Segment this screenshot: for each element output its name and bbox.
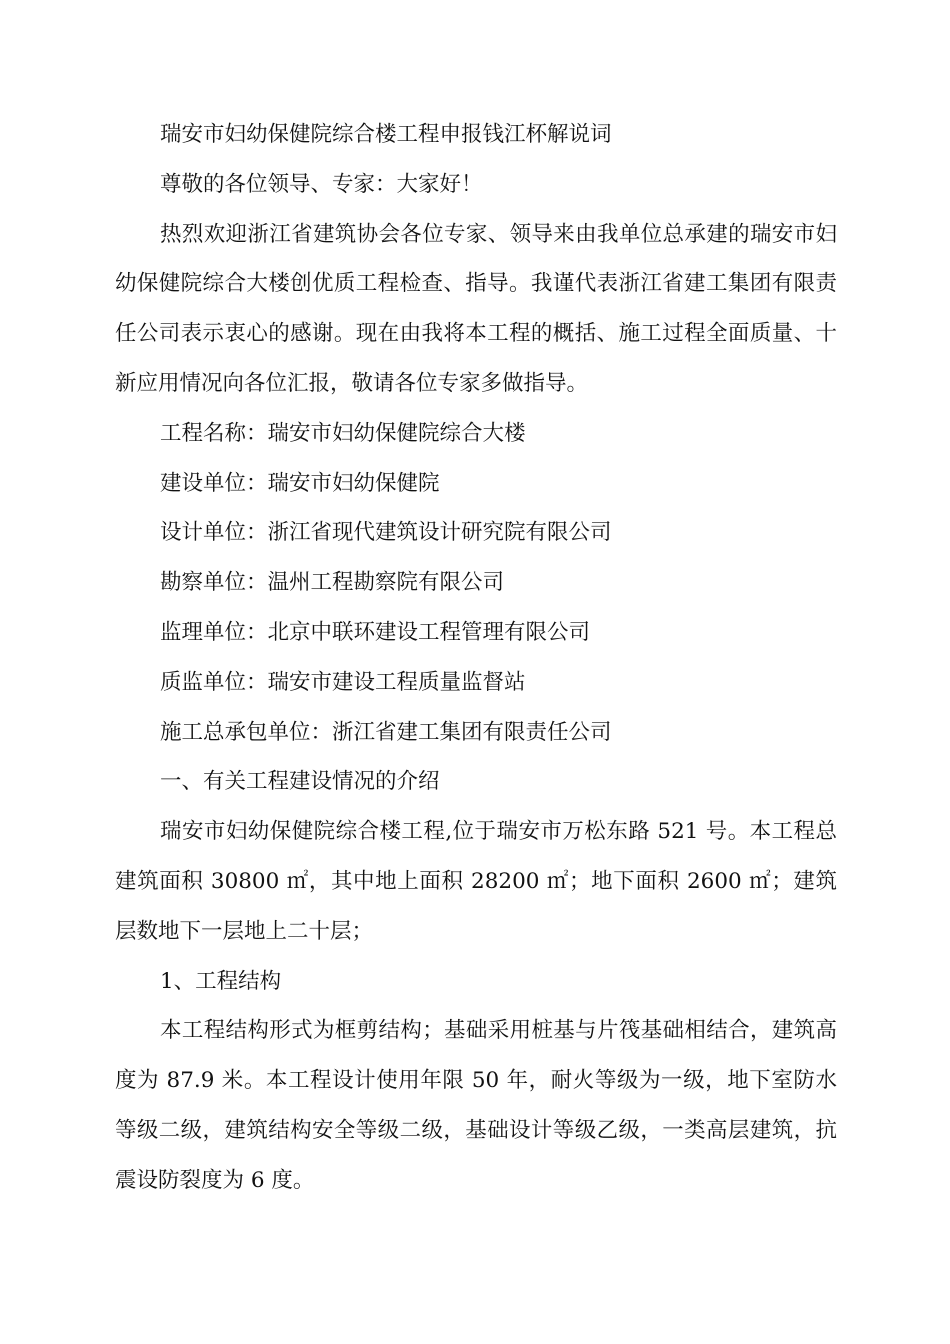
construction-unit-line: 建设单位：瑞安市妇幼保健院 xyxy=(160,470,440,496)
subsection-paragraph: 本工程结构形式为框剪结构；基础采用桩基与片筏基础相结合，建筑高度为 87.9 米。本工程设计使用年限 50 年，耐火等级为一级，地下室防水等级二级，建筑结构安全等级二级，基础设计等级乙级，一类高层建筑，抗震设防裂度为 6 度。 xyxy=(115,1018,837,1193)
project-name-line: 工程名称：瑞安市妇幼保健院综合大楼 xyxy=(160,420,526,446)
section-heading: 一、有关工程建设情况的介绍 xyxy=(160,769,440,795)
contractor-line: 施工总承包单位：浙江省建工集团有限责任公司 xyxy=(160,719,612,745)
subsection-heading: 1、工程结构 xyxy=(160,968,282,994)
design-unit-line: 设计单位：浙江省现代建筑设计研究院有限公司 xyxy=(160,520,612,546)
quality-unit-line: 质监单位：瑞安市建设工程质量监督站 xyxy=(160,669,526,695)
intro-paragraph: 热烈欢迎浙江省建筑协会各位专家、领导来由我单位总承建的瑞安市妇幼保健院综合大楼创优质工程检查、指导。我谨代表浙江省建工集团有限责任公司表示衷心的感谢。现在由我将本工程的概括、施工过程全面质量、十新应用情况向各位汇报，敬请各位专家多做指导。 xyxy=(115,221,837,396)
survey-unit-line: 勘察单位：温州工程勘察院有限公司 xyxy=(160,570,505,596)
supervision-unit-line: 监理单位：北京中联环建设工程管理有限公司 xyxy=(160,619,591,645)
document-title: 瑞安市妇幼保健院综合楼工程申报钱江杯解说词 xyxy=(160,122,612,147)
greeting-paragraph: 尊敬的各位领导、专家：大家好！ xyxy=(160,171,483,197)
section-paragraph: 瑞安市妇幼保健院综合楼工程,位于瑞安市万松东路 521 号。本工程总建筑面积 30800 ㎡，其中地上面积 28200 ㎡；地下面积 2600 ㎡；建筑层数地下一层地上二十层； xyxy=(115,819,837,944)
document-body xyxy=(115,110,837,1206)
